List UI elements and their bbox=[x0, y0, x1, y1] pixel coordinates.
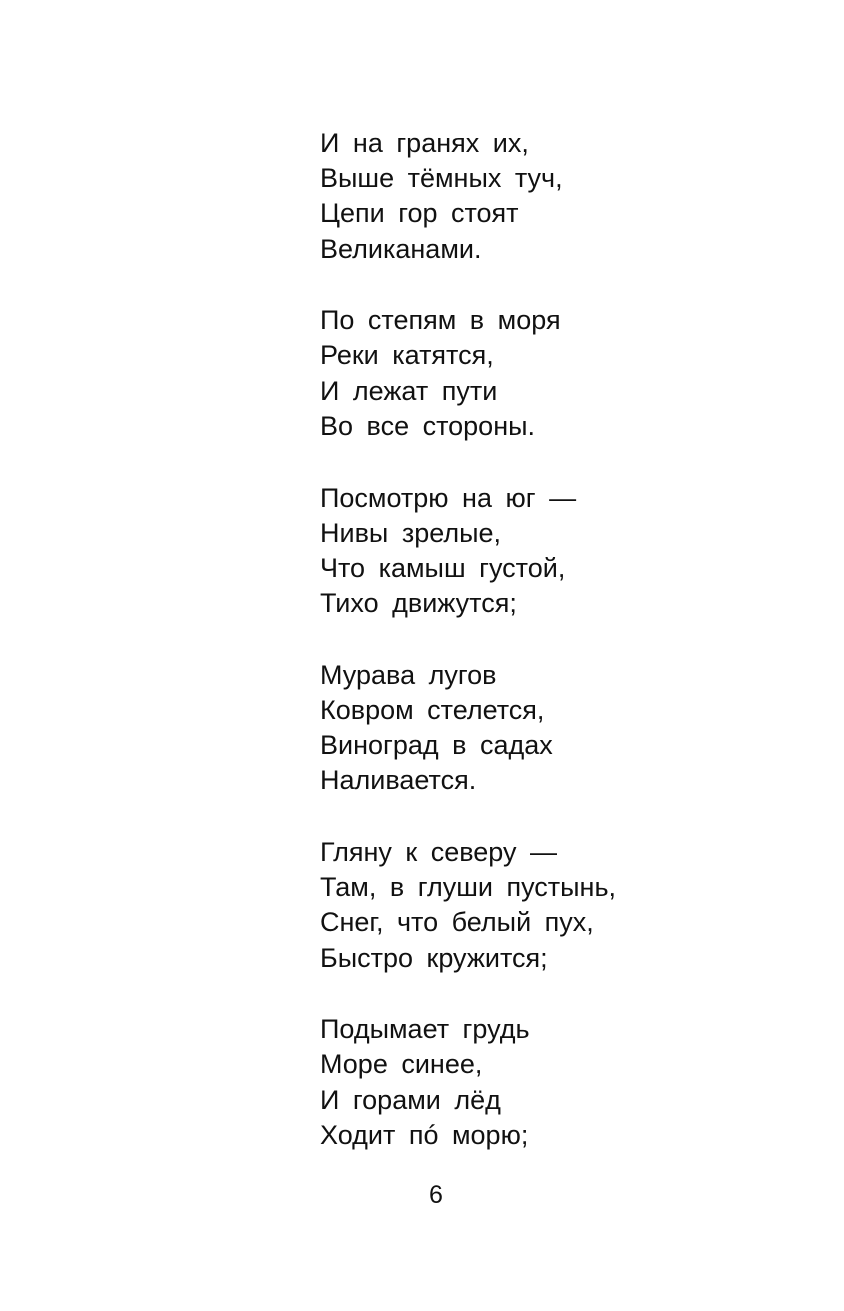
poem-line: Снег, что белый пух, bbox=[320, 907, 594, 938]
poem-line: Великанами. bbox=[320, 233, 482, 264]
poem-line: По степям в моря bbox=[320, 305, 561, 336]
stanza-3 bbox=[320, 481, 820, 622]
poem-line: Нивы зрелые, bbox=[320, 517, 502, 548]
poem-line: Виноград в садах bbox=[320, 730, 553, 761]
stanza-6 bbox=[320, 1012, 820, 1153]
page-number: 6 bbox=[429, 1181, 443, 1209]
poem bbox=[320, 126, 820, 1190]
poem-line: Что камыш густой, bbox=[320, 552, 566, 583]
stanza-5 bbox=[320, 835, 820, 976]
stanza-2 bbox=[320, 303, 820, 444]
poem-line: И лежат пути bbox=[320, 375, 498, 406]
poem-line: И горами лёд bbox=[320, 1084, 501, 1115]
poem-line: Море синее, bbox=[320, 1049, 483, 1080]
poem-line: Тихо движутся; bbox=[320, 588, 517, 619]
poem-line: Подымает грудь bbox=[320, 1014, 530, 1045]
poem-line: Гляну к северу — bbox=[320, 837, 557, 867]
poem-line: Быстро кружится; bbox=[320, 942, 548, 973]
poem-line: И на гранях их, bbox=[320, 128, 529, 158]
poem-line: Мурава лугов bbox=[320, 659, 497, 690]
poem-line: Во все стороны. bbox=[320, 410, 536, 441]
poem-line: Выше тёмных туч, bbox=[320, 163, 563, 194]
poem-line: Ходит пó морю; bbox=[320, 1119, 529, 1150]
poem-line: Реки катятся, bbox=[320, 340, 494, 371]
poem-line: Цепи гор стоят bbox=[320, 198, 519, 229]
stanza-1 bbox=[320, 126, 820, 267]
poem-line: Посмотрю на юг — bbox=[320, 482, 577, 513]
poem-line: Ковром стелется, bbox=[320, 694, 545, 725]
poem-line: Наливается. bbox=[320, 765, 477, 796]
poem-line: Там, в глуши пустынь, bbox=[320, 872, 617, 903]
stanza-4 bbox=[320, 658, 820, 799]
